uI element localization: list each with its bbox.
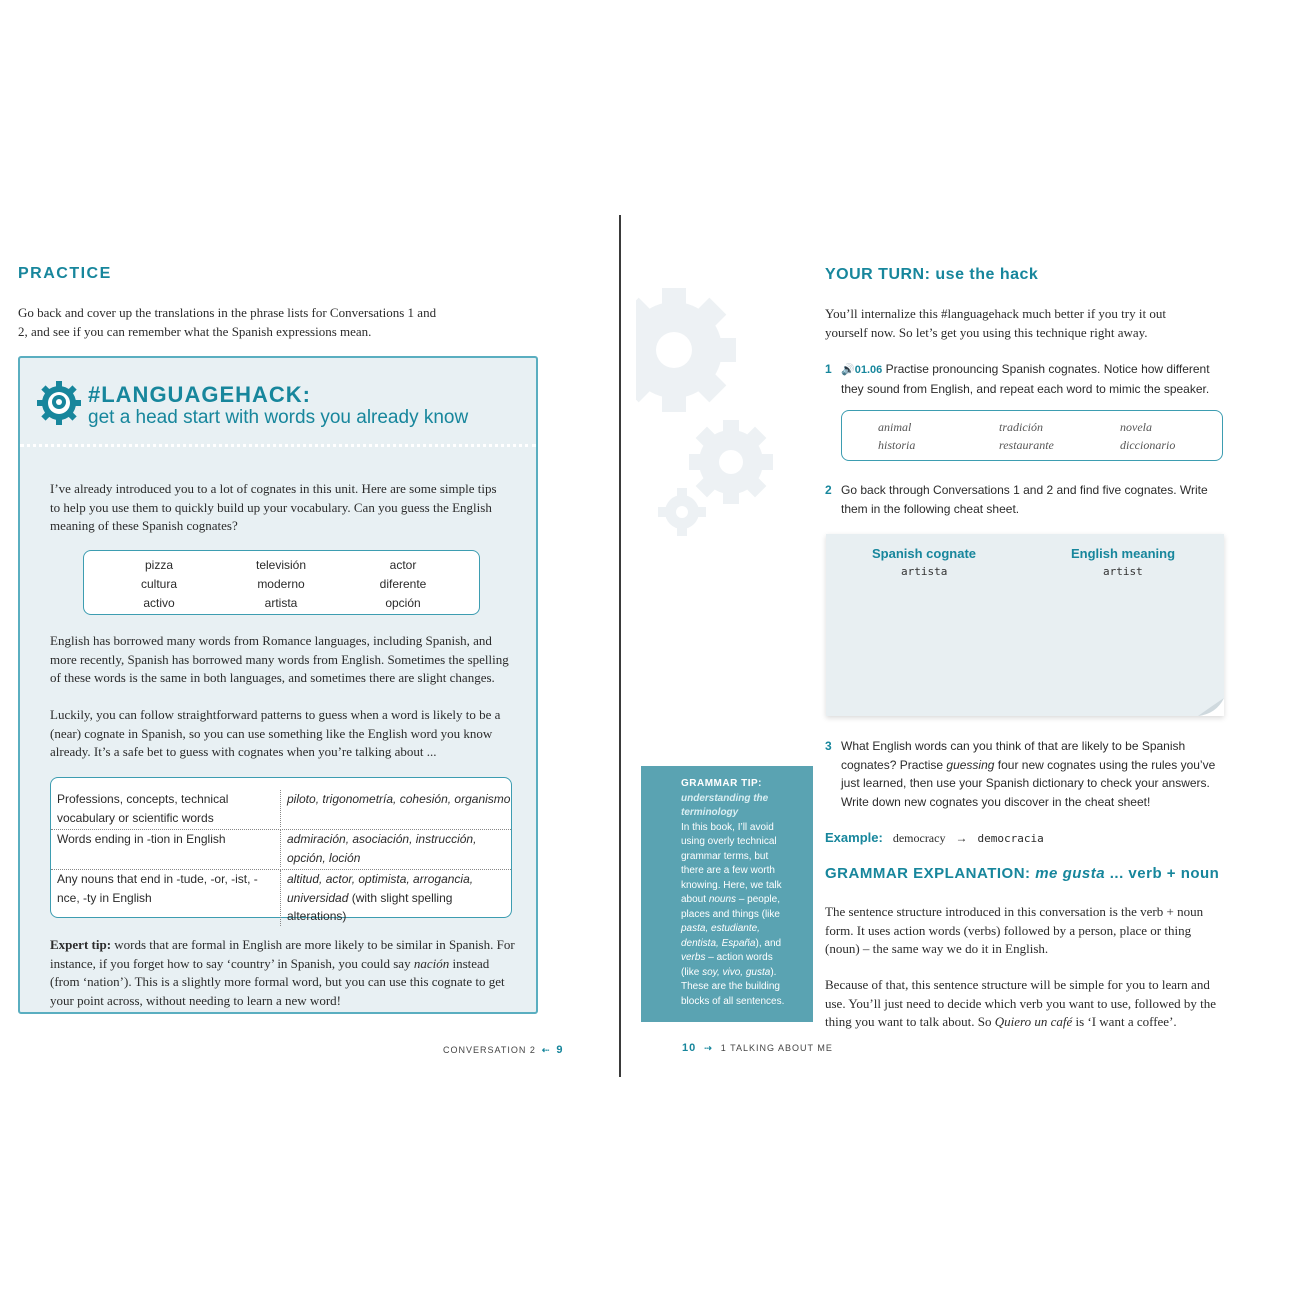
footer-arrow-icon: ⇢ bbox=[704, 1043, 713, 1053]
borrowed-text: English has borrowed many words from Romance languages, including Spanish, and more recently, Spanish has borrowed many words from English. Sometimes the spelling of these words is the same in both languages, and sometimes there are slight changes. bbox=[50, 633, 509, 685]
grammar-paragraph-1: The sentence structure introduced in this conversation is the verb + noun form. It uses action words (verbs) followed by a person, place or thing (noun) – the same way we do it in English. bbox=[825, 904, 1204, 956]
step-number: 2 bbox=[825, 483, 832, 497]
table-cell-category: Any nouns that end in -tude, -or, -ist, -nce, -ty in English bbox=[51, 870, 281, 926]
cognate-word: pizza bbox=[144, 558, 173, 572]
step-1-body bbox=[841, 360, 1225, 398]
dotted-divider bbox=[20, 444, 536, 447]
audio-track[interactable]: 01.06 bbox=[854, 364, 883, 376]
cheat-sheet[interactable] bbox=[826, 534, 1224, 716]
footer-left bbox=[443, 1044, 564, 1056]
step-number: 1 bbox=[825, 362, 832, 376]
table-cell-category: Words ending in -tion in English bbox=[51, 830, 281, 867]
grammar-tip-text bbox=[681, 777, 793, 1009]
gears-decoration-icon bbox=[636, 270, 786, 540]
pronunciation-word: historia bbox=[878, 438, 916, 452]
table-cell-category: Professions, concepts, technical vocabulary or scientific words bbox=[51, 790, 281, 827]
tip-text: – action words (like bbox=[681, 952, 773, 978]
cognate-word: activo bbox=[143, 596, 175, 610]
pronunciation-word: tradición bbox=[999, 420, 1043, 434]
grammar-tip-body bbox=[681, 821, 793, 1010]
table-row bbox=[51, 790, 511, 827]
table-cell-examples bbox=[281, 870, 511, 926]
tip-text: In this book, I’ll avoid using overly technical grammar terms, but there are a few worth knowing. Here, we talk about bbox=[681, 821, 782, 905]
pronunciation-word: animal bbox=[878, 420, 912, 434]
arrow-right-icon: → bbox=[955, 831, 968, 845]
practice-heading: PRACTICE bbox=[18, 265, 112, 282]
example-label: Example: bbox=[825, 830, 883, 845]
step-3-italic: guessing bbox=[946, 757, 995, 772]
pronunciation-word-grid bbox=[878, 418, 1178, 454]
cheat-col-english: English meaning bbox=[1071, 546, 1176, 561]
step-3-text-end: four new cognates using the rules you’ve just learned, then use your Spanish dictionary to check your answers. Write down new cognates you discover in the cheat sheet! bbox=[841, 757, 1216, 809]
grammar-heading bbox=[825, 865, 1219, 882]
expert-tip-text: words that are formal in English are more likely to be similar in Spanish. For instance, if you forget how to say ‘country’ in Spanish, you could say bbox=[50, 937, 515, 971]
footer-right bbox=[682, 1042, 833, 1054]
cognate-word: televisión bbox=[255, 558, 307, 572]
cognate-word: moderno bbox=[257, 577, 305, 591]
tip-nouns: nouns bbox=[708, 894, 737, 905]
step-1 bbox=[825, 360, 1225, 396]
hack-intro-text: I’ve already introduced you to a lot of cognates in this unit. Here are some simple tips to help you use them to quickly build up your vocabulary. Can you guess the English meaning of these Spanish cognates? bbox=[50, 481, 497, 533]
step-2-text: Go back through Conversations 1 and 2 and find five cognates. Write them in the following cheat sheet. bbox=[841, 483, 1208, 516]
languagehack-title: #LANGUAGEHACK: bbox=[88, 382, 311, 407]
cognate-word: opción bbox=[385, 596, 421, 610]
grammar-paragraph-2 bbox=[825, 976, 1225, 1032]
example-line bbox=[825, 830, 1044, 846]
page-curl-icon bbox=[1198, 690, 1224, 716]
grammar-tip-title: GRAMMAR TIP: bbox=[681, 778, 762, 789]
grammar-heading-rest: ... verb + noun bbox=[1109, 865, 1220, 882]
footer-section: CONVERSATION 2 bbox=[443, 1045, 536, 1055]
practice-text: Go back and cover up the translations in the phrase lists for Conversations 1 and 2, and see if you can remember what the Spanish expressions mean. bbox=[18, 305, 437, 339]
gear-brain-icon bbox=[36, 380, 82, 426]
example-answer: democracia bbox=[977, 832, 1044, 845]
tip-examples: soy, vivo, gusta bbox=[702, 966, 771, 978]
pronunciation-word: restaurante bbox=[999, 438, 1054, 452]
step-3-body bbox=[841, 737, 1225, 811]
grammar-heading-italic: me gusta bbox=[1035, 865, 1106, 882]
audio-icon[interactable]: 🔊 bbox=[841, 364, 855, 376]
pronunciation-word: novela bbox=[1120, 420, 1152, 434]
cognate-word: actor bbox=[389, 558, 417, 572]
tip-text: ). These are the building blocks of all sentences. bbox=[681, 966, 785, 1007]
tip-text: ), and bbox=[755, 937, 782, 949]
expert-tip-text-end: instead (from ‘nation’). This is a slightly more formal word, but you can use this cognate to get your point across, without needing to learn a new word! bbox=[50, 955, 505, 1008]
cognate-word: diferente bbox=[379, 577, 427, 591]
table-cell-examples: admiración, asociación, instrucción, opción, loción bbox=[287, 832, 477, 865]
book-spine bbox=[619, 215, 621, 1077]
languagehack-subtitle: get a head start with words you already know bbox=[88, 407, 469, 428]
cognate-word: artista bbox=[264, 596, 298, 610]
grammar-p2-text: Because of that, this sentence structure will be simple for you to learn and use. You’ll just need to decide which verb you want to use, followed by the thing you want to talk about. So bbox=[825, 977, 1217, 1029]
step-2 bbox=[825, 481, 1225, 516]
expert-tip bbox=[50, 936, 520, 1010]
page-number: 9 bbox=[556, 1044, 564, 1056]
tip-examples: pasta, estudiante, dentista, España bbox=[681, 923, 760, 949]
grammar-tip-subtitle: understanding the terminology bbox=[681, 792, 769, 818]
your-turn-sub: use the hack bbox=[935, 266, 1039, 283]
table-row bbox=[51, 870, 511, 926]
cheat-value-spanish: artista bbox=[901, 565, 948, 578]
grammar-p2-italic: Quiero un café bbox=[994, 1014, 1073, 1029]
step-1-text: Practise pronouncing Spanish cognates. Notice how different they sound from English, and repeat each word to mimic the speaker. bbox=[841, 362, 1210, 396]
table-cell-examples-text: altitud, actor, optimista, arrogancia, universidad bbox=[287, 872, 474, 905]
cognate-word-grid bbox=[98, 556, 464, 612]
grammar-heading-label: GRAMMAR EXPLANATION: bbox=[825, 865, 1031, 882]
cognate-rules-table bbox=[50, 777, 512, 923]
expert-tip-italic: nación bbox=[413, 955, 450, 971]
footer-arrow-icon: ⇠ bbox=[541, 1045, 551, 1055]
tip-verbs: verbs bbox=[681, 952, 706, 963]
pronunciation-word: diccionario bbox=[1120, 438, 1176, 452]
luckily-text: Luckily, you can follow straightforward patterns to guess when a word is likely to be a (near) cognate in Spanish, so you can use something like the English word you know already. It’s a safe bet to guess with cognates when you’re talking about ... bbox=[50, 707, 501, 759]
your-turn-label: YOUR TURN: bbox=[825, 266, 931, 283]
step-number: 3 bbox=[825, 739, 832, 753]
footer-section: 1 TALKING ABOUT ME bbox=[720, 1043, 833, 1053]
cheat-col-spanish: Spanish cognate bbox=[872, 546, 977, 561]
table-row bbox=[51, 830, 511, 867]
tip-text: – people, places and things (like bbox=[681, 894, 780, 920]
page-number: 10 bbox=[682, 1042, 697, 1054]
step-3-text: What English words can you think of that are likely to be Spanish cognates? Practise bbox=[841, 739, 1186, 772]
cheat-value-english: artist bbox=[1103, 565, 1143, 578]
table-cell-note: (with slight spelling alterations) bbox=[287, 890, 453, 923]
your-turn-heading bbox=[825, 266, 1038, 284]
step-3 bbox=[825, 737, 1225, 809]
cognate-word: cultura bbox=[140, 577, 178, 591]
expert-tip-label: Expert tip: bbox=[50, 937, 112, 952]
grammar-p2-text-end: is ‘I want a coffee’. bbox=[1072, 1014, 1177, 1029]
your-turn-text: You’ll internalize this #languagehack much better if you try it out yourself now. So let’s get you using this technique right away. bbox=[825, 306, 1166, 340]
example-word: democracy bbox=[892, 831, 946, 845]
table-cell-examples: piloto, trigonometría, cohesión, organismo bbox=[287, 792, 511, 806]
